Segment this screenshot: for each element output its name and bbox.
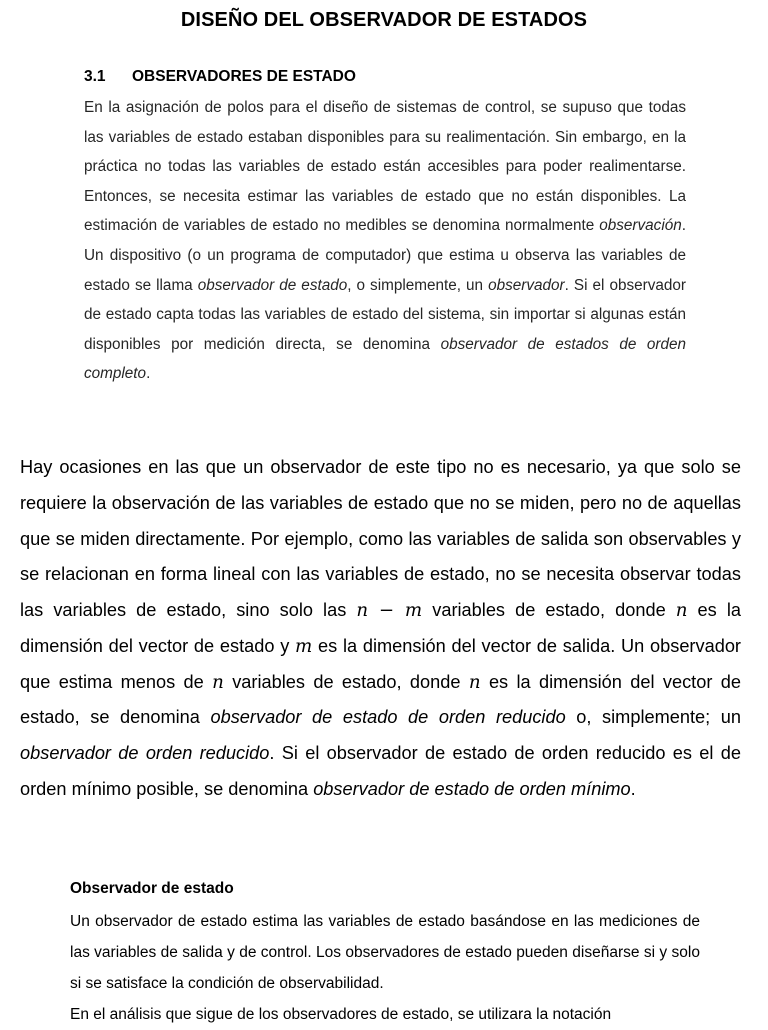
main-text-7: o, simplemente; un <box>565 707 742 728</box>
section-heading <box>84 68 356 86</box>
main-text-4: es la dimensión del vector de salida. Un observador que estima menos de <box>20 635 741 692</box>
main-text-3: es la dimensión del vector de estado y <box>20 600 741 656</box>
term-observador-orden-completo: observador de estados de orden completo <box>84 335 686 383</box>
main-paragraph <box>20 450 741 808</box>
document-title: DISEÑO DEL OBSERVADOR DE ESTADOS <box>180 9 588 31</box>
math-n-minus-m: n − m <box>356 600 423 621</box>
section-text-3: , o simplemente, un <box>347 276 489 294</box>
math-n: n <box>675 600 688 621</box>
main-text-9: . <box>630 778 636 799</box>
section-number: 3.1 <box>84 68 106 85</box>
observer-heading: Observador de estado <box>70 880 234 897</box>
observer-paragraph-continued: En el análisis que sigue de los observadores de estado, se utilizara la notación <box>70 1006 612 1023</box>
section-heading-text: OBSERVADORES DE ESTADO <box>132 68 356 85</box>
term-observador-orden-reducido: observador de orden reducido <box>20 743 270 763</box>
main-text-5: variables de estado, donde <box>223 671 469 692</box>
term-observacion: observación <box>599 217 682 235</box>
section-text-2: . Un dispositivo (o un programa de computador) que estima u observa las variables de estado se llama <box>84 217 686 294</box>
main-text-1: Hay ocasiones en las que un observador de este tipo no es necesario, ya que solo se requiere la observación de las variables de estado que no se miden, pero no de aquellas que se miden directamente. Por ejemplo, como las variables de salida son observables y se relacionan en forma lineal con las variables de estado, no se necesita observar todas las variables de estado, sino solo las <box>20 457 741 620</box>
math-m: m <box>295 635 313 657</box>
term-orden-minimo: observador de estado de orden mínimo <box>313 778 631 799</box>
term-observador-de-estado: observador de estado <box>197 276 348 294</box>
section-text-1: En la asignación de polos para el diseño de sistemas de control, se supuso que todas las variables de estado estaban disponibles para su realimentación. Sin embargo, en la práctica no todas las variables de estado están accesibles para poder realimentarse. Entonces, se necesita estimar las variables de estado que no están disponibles. La estimación de variables de estado no medibles se denomina normalmente <box>84 99 686 235</box>
section-text-5: . <box>146 365 151 383</box>
term-orden-reducido: observador de estado de orden reducido <box>210 707 566 728</box>
main-text-6: es la dimensión del vector de estado, se denomina <box>20 671 741 728</box>
term-observador: observador <box>488 276 565 294</box>
observer-paragraph: Un observador de estado estima las variables de estado basándose en las mediciones de las variables de salida y de control. Los observadores de estado pueden diseñarse si y solo si se satisface la condición de observabilidad. <box>70 913 700 992</box>
math-n: n <box>212 671 224 693</box>
math-n: n <box>468 671 481 693</box>
section-paragraph <box>84 93 686 389</box>
main-text-8: . Si el observador de estado de orden reducido es el de orden mínimo posible, se denomina <box>20 743 741 799</box>
section-text-4: . Si el observador de estado capta todas las variables de estado del sistema, sin importar si algunas están disponibles por medición directa, se denomina <box>84 276 686 353</box>
main-text-2: variables de estado, donde <box>422 600 676 620</box>
